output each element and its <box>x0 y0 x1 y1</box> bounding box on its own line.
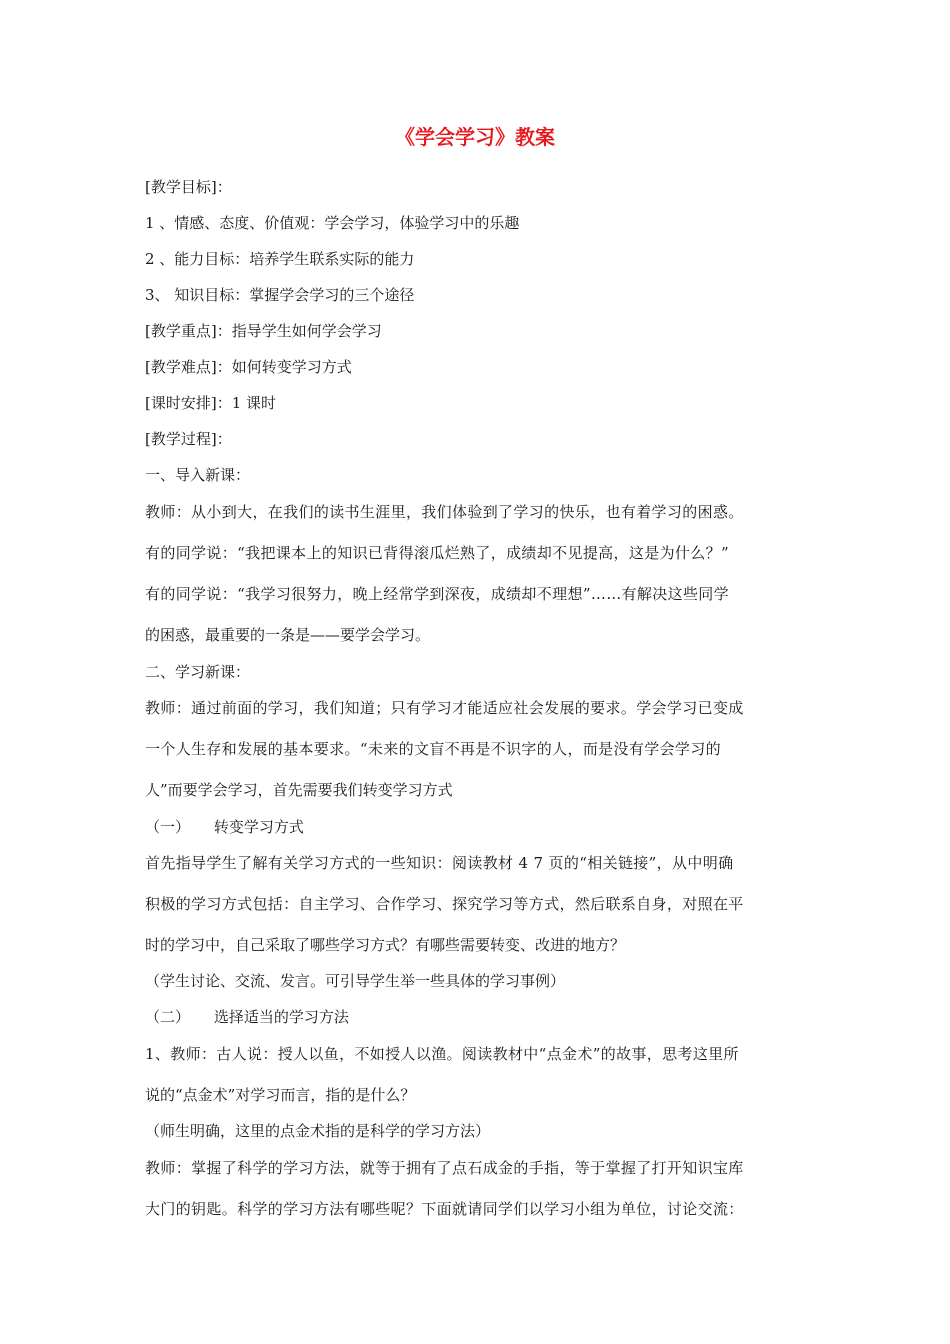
text-line: （学生讨论、交流、发言。可引导学生举一些具体的学习事例） <box>145 972 566 990</box>
text-line: 教师：从小到大，在我们的读书生涯里，我们体验到了学习的快乐，也有着学习的困惑。 <box>145 503 744 521</box>
text-line: 一个人生存和发展的基本要求。“未来的文盲不再是不识字的人，而是没有学会学习的 <box>145 740 721 758</box>
text-line: 二、学习新课： <box>145 663 251 681</box>
text-line: 有的同学说：“我学习很努力，晚上经常学到深夜，成绩却不理想”……有解决这些同学 <box>145 585 729 603</box>
text-line: 3、 知识目标：掌握学会学习的三个途径 <box>145 286 415 304</box>
text-line: 时的学习中，自己采取了哪些学习方式？有哪些需要转变、改进的地方？ <box>145 936 626 954</box>
text-line: （二） 选择适当的学习方法 <box>145 1008 349 1026</box>
text-line: 1、教师：古人说：授人以鱼，不如授人以渔。阅读教材中“点金术”的故事，思考这里所 <box>145 1045 739 1063</box>
text-line: 人”而要学会学习，首先需要我们转变学习方式 <box>145 781 453 799</box>
text-line: 的困惑，最重要的一条是——要学会学习。 <box>145 626 431 644</box>
text-line: [教学目标]： <box>145 178 232 196</box>
text-line: [教学过程]： <box>145 430 232 448</box>
text-line: （师生明确，这里的点金术指的是科学的学习方法） <box>145 1122 491 1140</box>
text-line: 大门的钥匙。科学的学习方法有哪些呢？下面就请同学们以学习小组为单位，讨论交流： <box>145 1200 744 1218</box>
text-line: 一、导入新课： <box>145 466 251 484</box>
text-line: 积极的学习方式包括：自主学习、合作学习、探究学习等方式，然后联系自身，对照在平 <box>145 895 744 913</box>
text-line: 教师：通过前面的学习，我们知道；只有学习才能适应社会发展的要求。学会学习已变成 <box>145 699 744 717</box>
text-line: 说的“点金术”对学习而言，指的是什么？ <box>145 1086 416 1104</box>
text-line: 2 、能力目标：培养学生联系实际的能力 <box>145 250 415 268</box>
text-line: [教学重点]：指导学生如何学会学习 <box>145 322 382 340</box>
text-line: 1 、情感、态度、价值观：学会学习，体验学习中的乐趣 <box>145 214 520 232</box>
document-title: 《学会学习》教案 <box>395 125 555 149</box>
text-line: （一） 转变学习方式 <box>145 818 304 836</box>
text-line: 首先指导学生了解有关学习方式的一些知识：阅读教材 4 7 页的“相关链接”，从中明确 <box>145 854 734 872</box>
text-line: [教学难点]：如何转变学习方式 <box>145 358 352 376</box>
text-line: 教师：掌握了科学的学习方法，就等于拥有了点石成金的手指，等于掌握了打开知识宝库 <box>145 1159 744 1177</box>
text-line: [课时安排]：1 课时 <box>145 394 277 412</box>
text-line: 有的同学说：“我把课本上的知识已背得滚瓜烂熟了，成绩却不见提高，这是为什么？” <box>145 544 729 562</box>
